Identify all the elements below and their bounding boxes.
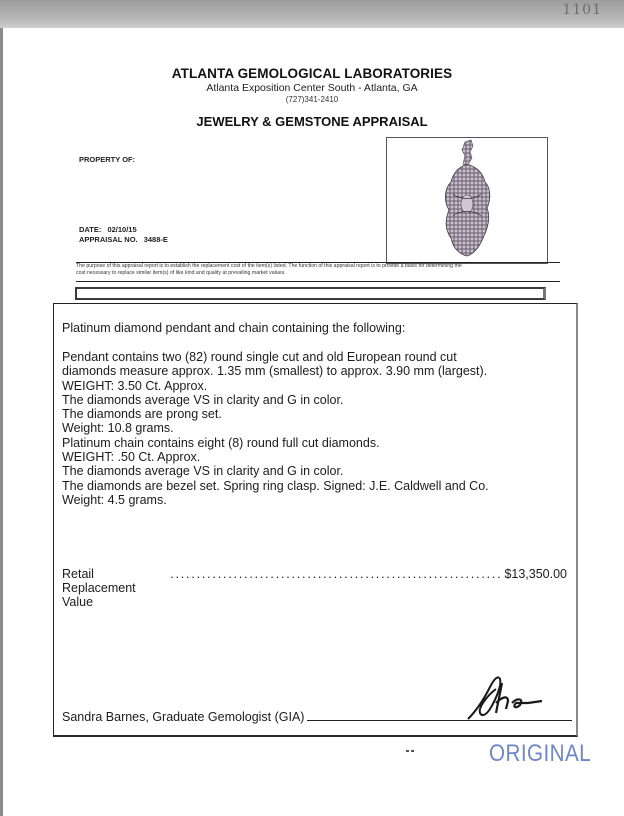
item-line: Weight: 10.8 grams. — [62, 421, 174, 436]
appraisal-number-value: 3488-E — [143, 235, 168, 244]
item-photo — [386, 137, 548, 264]
item-line: diamonds measure approx. 1.35 mm (smallest) to approx. 3.90 mm (largest). — [62, 364, 488, 379]
item-line: Pendant contains two (82) round single cut and old European round cut — [62, 350, 457, 364]
item-intro: Platinum diamond pendant and chain containing the following: — [62, 321, 406, 335]
item-description-box — [53, 303, 578, 737]
appraisal-number-label: APPRAISAL NO. — [79, 235, 138, 244]
retail-replacement-value — [62, 567, 567, 609]
date-value: 02/10/15 — [107, 225, 137, 234]
disclaimer-text — [76, 263, 566, 277]
disclaimer-line-1: The purpose of this appraisal report is to establish the replacement cost of the item(s) listed. The function of this appraisal report is to provide a basis for determining the — [76, 263, 462, 269]
item-line: The diamonds are prong set. — [62, 407, 222, 422]
signature-underline — [307, 710, 572, 721]
item-line: The diamonds are bezel set. Spring ring clasp. Signed: J.E. Caldwell and Co. — [62, 478, 489, 493]
date-label: DATE: — [79, 225, 102, 234]
date-field — [79, 225, 137, 234]
handwritten-page-number: 1101 — [562, 2, 602, 18]
lab-name: ATLANTA GEMOLOGICAL LABORATORIES — [171, 66, 453, 81]
item-line: Weight: 4.5 grams. — [62, 492, 167, 507]
lab-phone: (727)341-2410 — [285, 95, 339, 104]
disclaimer-bottom-rule — [76, 281, 560, 282]
scan-left-edge — [0, 28, 3, 816]
value-label: Retail Replacement Value — [62, 567, 136, 609]
lab-address: Atlanta Exposition Center South - Atlanta, GA — [206, 82, 418, 94]
original-stamp: ORIGINAL — [489, 740, 592, 767]
appraisal-number-field — [79, 235, 168, 244]
disclaimer-line-2: cost necessary to replace similar item(s) of like kind and quality at prevailing market values. — [76, 270, 286, 276]
item-line: The diamonds average VS in clarity and G in color. — [62, 464, 344, 479]
value-leader-dots: ............................................................... — [170, 567, 503, 581]
item-line: WEIGHT: 3.50 Ct. Approx. — [62, 378, 208, 393]
scan-speck — [406, 750, 409, 752]
property-of-field — [79, 155, 139, 164]
property-of-label: PROPERTY OF: — [79, 155, 136, 164]
appraiser-name: Sandra Barnes, Graduate Gemologist (GIA) — [62, 710, 305, 724]
item-line: WEIGHT: .50 Ct. Approx. — [62, 450, 201, 465]
appraiser-line — [62, 710, 572, 724]
document-title: JEWELRY & GEMSTONE APPRAISAL — [196, 114, 428, 129]
item-detail-lines — [62, 350, 489, 507]
document-header — [0, 66, 624, 129]
item-line: Platinum chain contains eight (8) round full cut diamonds. — [62, 435, 380, 450]
scan-top-shadow — [0, 0, 624, 28]
blank-field-bar — [75, 287, 546, 300]
pendant-image — [387, 138, 547, 263]
scan-speck — [411, 750, 414, 752]
value-amount: $13,350.00 — [504, 567, 567, 581]
item-line: The diamonds average VS in clarity and G in color. — [62, 392, 344, 407]
